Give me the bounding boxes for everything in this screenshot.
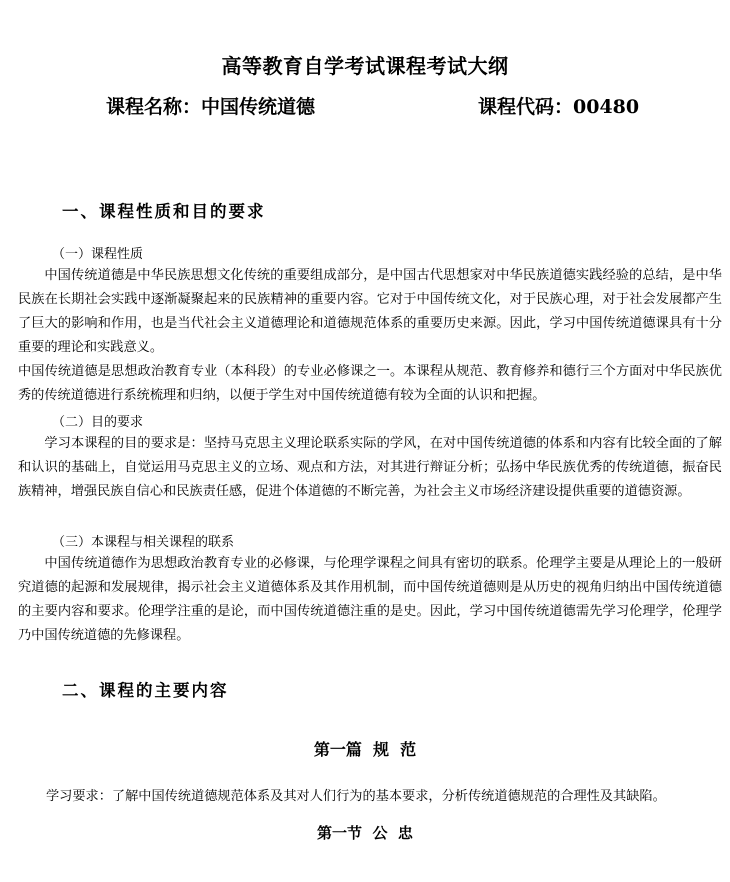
chapter-title-loyalty: 第一节 公 忠 [317, 824, 413, 842]
subheading-related-courses: （三）本课程与相关课程的联系 [52, 535, 235, 550]
learning-requirement: 学习要求：了解中国传统道德规范体系及其对人们行为的基本要求，分析传统道德规范的合理性及其缺陷。 [46, 789, 666, 804]
course-name: 课程名称：中国传统道德 [106, 96, 316, 118]
part-title-norms: 第一篇 规 范 [313, 740, 417, 759]
section-heading-main-content: 二、课程的主要内容 [62, 681, 229, 700]
course-code: 课程代码：00480 [478, 96, 640, 118]
paragraph-course-nature-2: 中国传统道德是思想政治教育专业（本科段）的专业必修课之一。本课程从规范、教育修养和德行三个方面对中华民族优秀的传统道德进行系统梳理和归纳，以便于学生对中国传统道德有较为全面的认识和把握。 [18, 364, 722, 403]
subheading-goals: （二）目的要求 [52, 415, 144, 430]
section-heading-nature-and-goals: 一、课程性质和目的要求 [62, 202, 266, 221]
paragraph-course-nature-1: 中国传统道德是中华民族思想文化传统的重要组成部分，是中国古代思想家对中华民族道德实践经验的总结，是中华民族在长期社会实践中逐渐凝聚起来的民族精神的重要内容。它对于中国传统文化，对于民族心理，对于社会发展都产生了巨大的影响和作用，也是当代社会主义道德理论和道德规范体系的重要历史来源。因此，学习中国传统道德课具有十分重要的理论和实践意义。 [18, 268, 722, 355]
document-title: 高等教育自学考试课程考试大纲 [221, 54, 509, 78]
paragraph-goals: 学习本课程的目的要求是：坚持马克思主义理论联系实际的学风，在对中国传统道德的体系和内容有比较全面的了解和认识的基础上，自觉运用马克思主义的立场、观点和方法，对其进行辩证分析；弘扬中华民族优秀的传统道德，振奋民族精神，增强民族自信心和民族责任感，促进个体道德的不断完善，为社会主义市场经济建设提供重要的道德资源。 [18, 436, 722, 499]
subheading-course-nature: （一）课程性质 [52, 247, 144, 262]
paragraph-related-courses: 中国传统道德作为思想政治教育专业的必修课，与伦理学课程之间具有密切的联系。伦理学主要是从理论上的一般研究道德的起源和发展规律，揭示社会主义道德体系及其作用机制，而中国传统道德则是从历史的视角归纳出中国传统道德的主要内容和要求。伦理学注重的是论，而中国传统道德注重的是史。因此，学习中国传统道德需先学习伦理学，伦理学乃中国传统道德的先修课程。 [18, 556, 722, 643]
